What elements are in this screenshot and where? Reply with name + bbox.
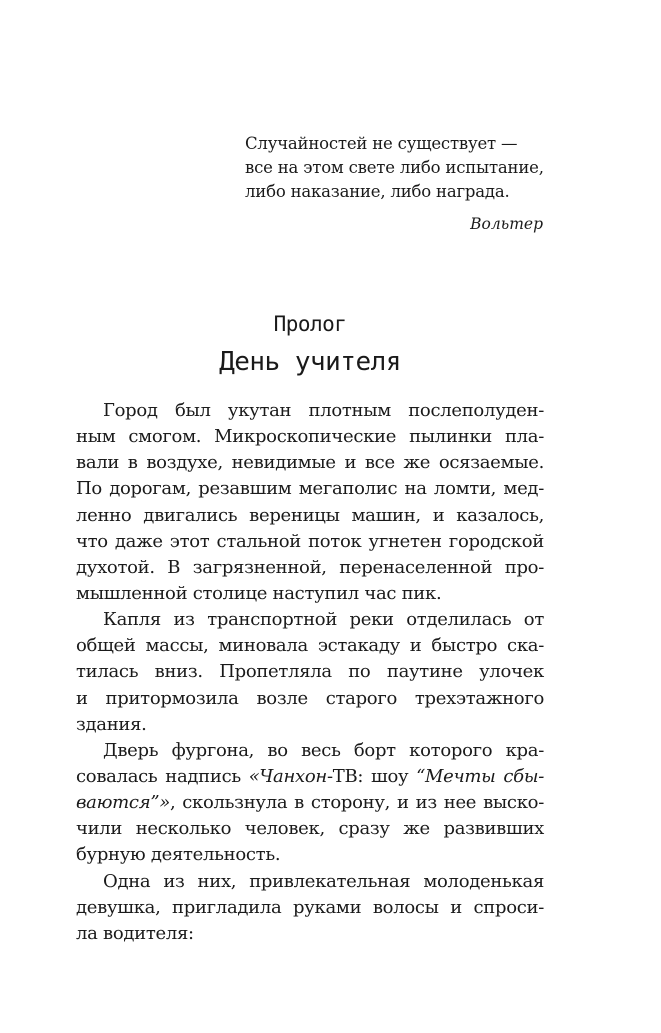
epigraph-line: Случайностей не существует —	[245, 134, 518, 153]
epigraph-line: либо наказание, либо награда.	[245, 182, 510, 201]
italic-run: «Чанхон	[248, 765, 327, 787]
italic-run: “Мечты сбы-	[416, 765, 544, 787]
text-line: ла водителя:	[76, 922, 194, 944]
chapter-title: День учителя	[219, 347, 401, 377]
body-text	[76, 398, 544, 947]
text-run: совалась надпись	[76, 765, 249, 787]
text-line	[76, 764, 544, 790]
text-line: общей массы, миновала эстакаду и быстро ска-	[76, 635, 544, 657]
text-line: духотой. В загрязненной, перенаселенной про-	[76, 556, 544, 578]
epigraph-author: Вольтер	[470, 215, 543, 233]
text-run: , скользнула в сторону, и из нее выско-	[169, 792, 544, 814]
text-line: По дорогам, резавшим мегаполис на ломти, мед-	[76, 478, 544, 500]
text-line: бурную деятельность.	[76, 844, 281, 866]
epigraph	[245, 132, 545, 236]
text-line: тилась вниз. Пропетляла по паутине улочек	[76, 661, 544, 683]
text-line	[76, 790, 544, 816]
epigraph-line: все на этом свете либо испытание,	[245, 158, 544, 177]
paragraph	[76, 869, 544, 947]
text-line: что даже этот стальной поток угнетен городской	[76, 530, 544, 552]
italic-run: ваются”»	[76, 792, 170, 814]
prologue-heading: Пролог	[273, 312, 347, 336]
text-run: -ТВ: шоу	[326, 765, 417, 787]
text-line: Одна из них, привлекательная молоденькая	[103, 870, 544, 892]
text-line: мышленной столице наступил час пик.	[76, 582, 442, 604]
text-line: и притормозила возле старого трехэтажного	[76, 687, 544, 709]
text-line: чили несколько человек, сразу же развивших	[76, 818, 544, 840]
text-line: ным смогом. Микроскопические пылинки пла-	[76, 426, 544, 448]
text-line: девушка, пригладила руками волосы и спроси-	[76, 896, 544, 918]
text-line: ленно двигались вереницы машин, и казалось,	[76, 504, 544, 526]
text-line: Город был укутан плотным послеполуден-	[103, 400, 544, 421]
paragraph	[76, 398, 544, 607]
text-line: вали в воздухе, невидимые и все же осязаемые.	[76, 452, 544, 474]
paragraph	[76, 738, 544, 869]
text-line: здания.	[76, 713, 147, 735]
paragraph	[76, 607, 544, 738]
text-line: Капля из транспортной реки отделилась от	[103, 609, 544, 631]
text-line: Дверь фургона, во весь борт которого кра-	[103, 739, 544, 761]
